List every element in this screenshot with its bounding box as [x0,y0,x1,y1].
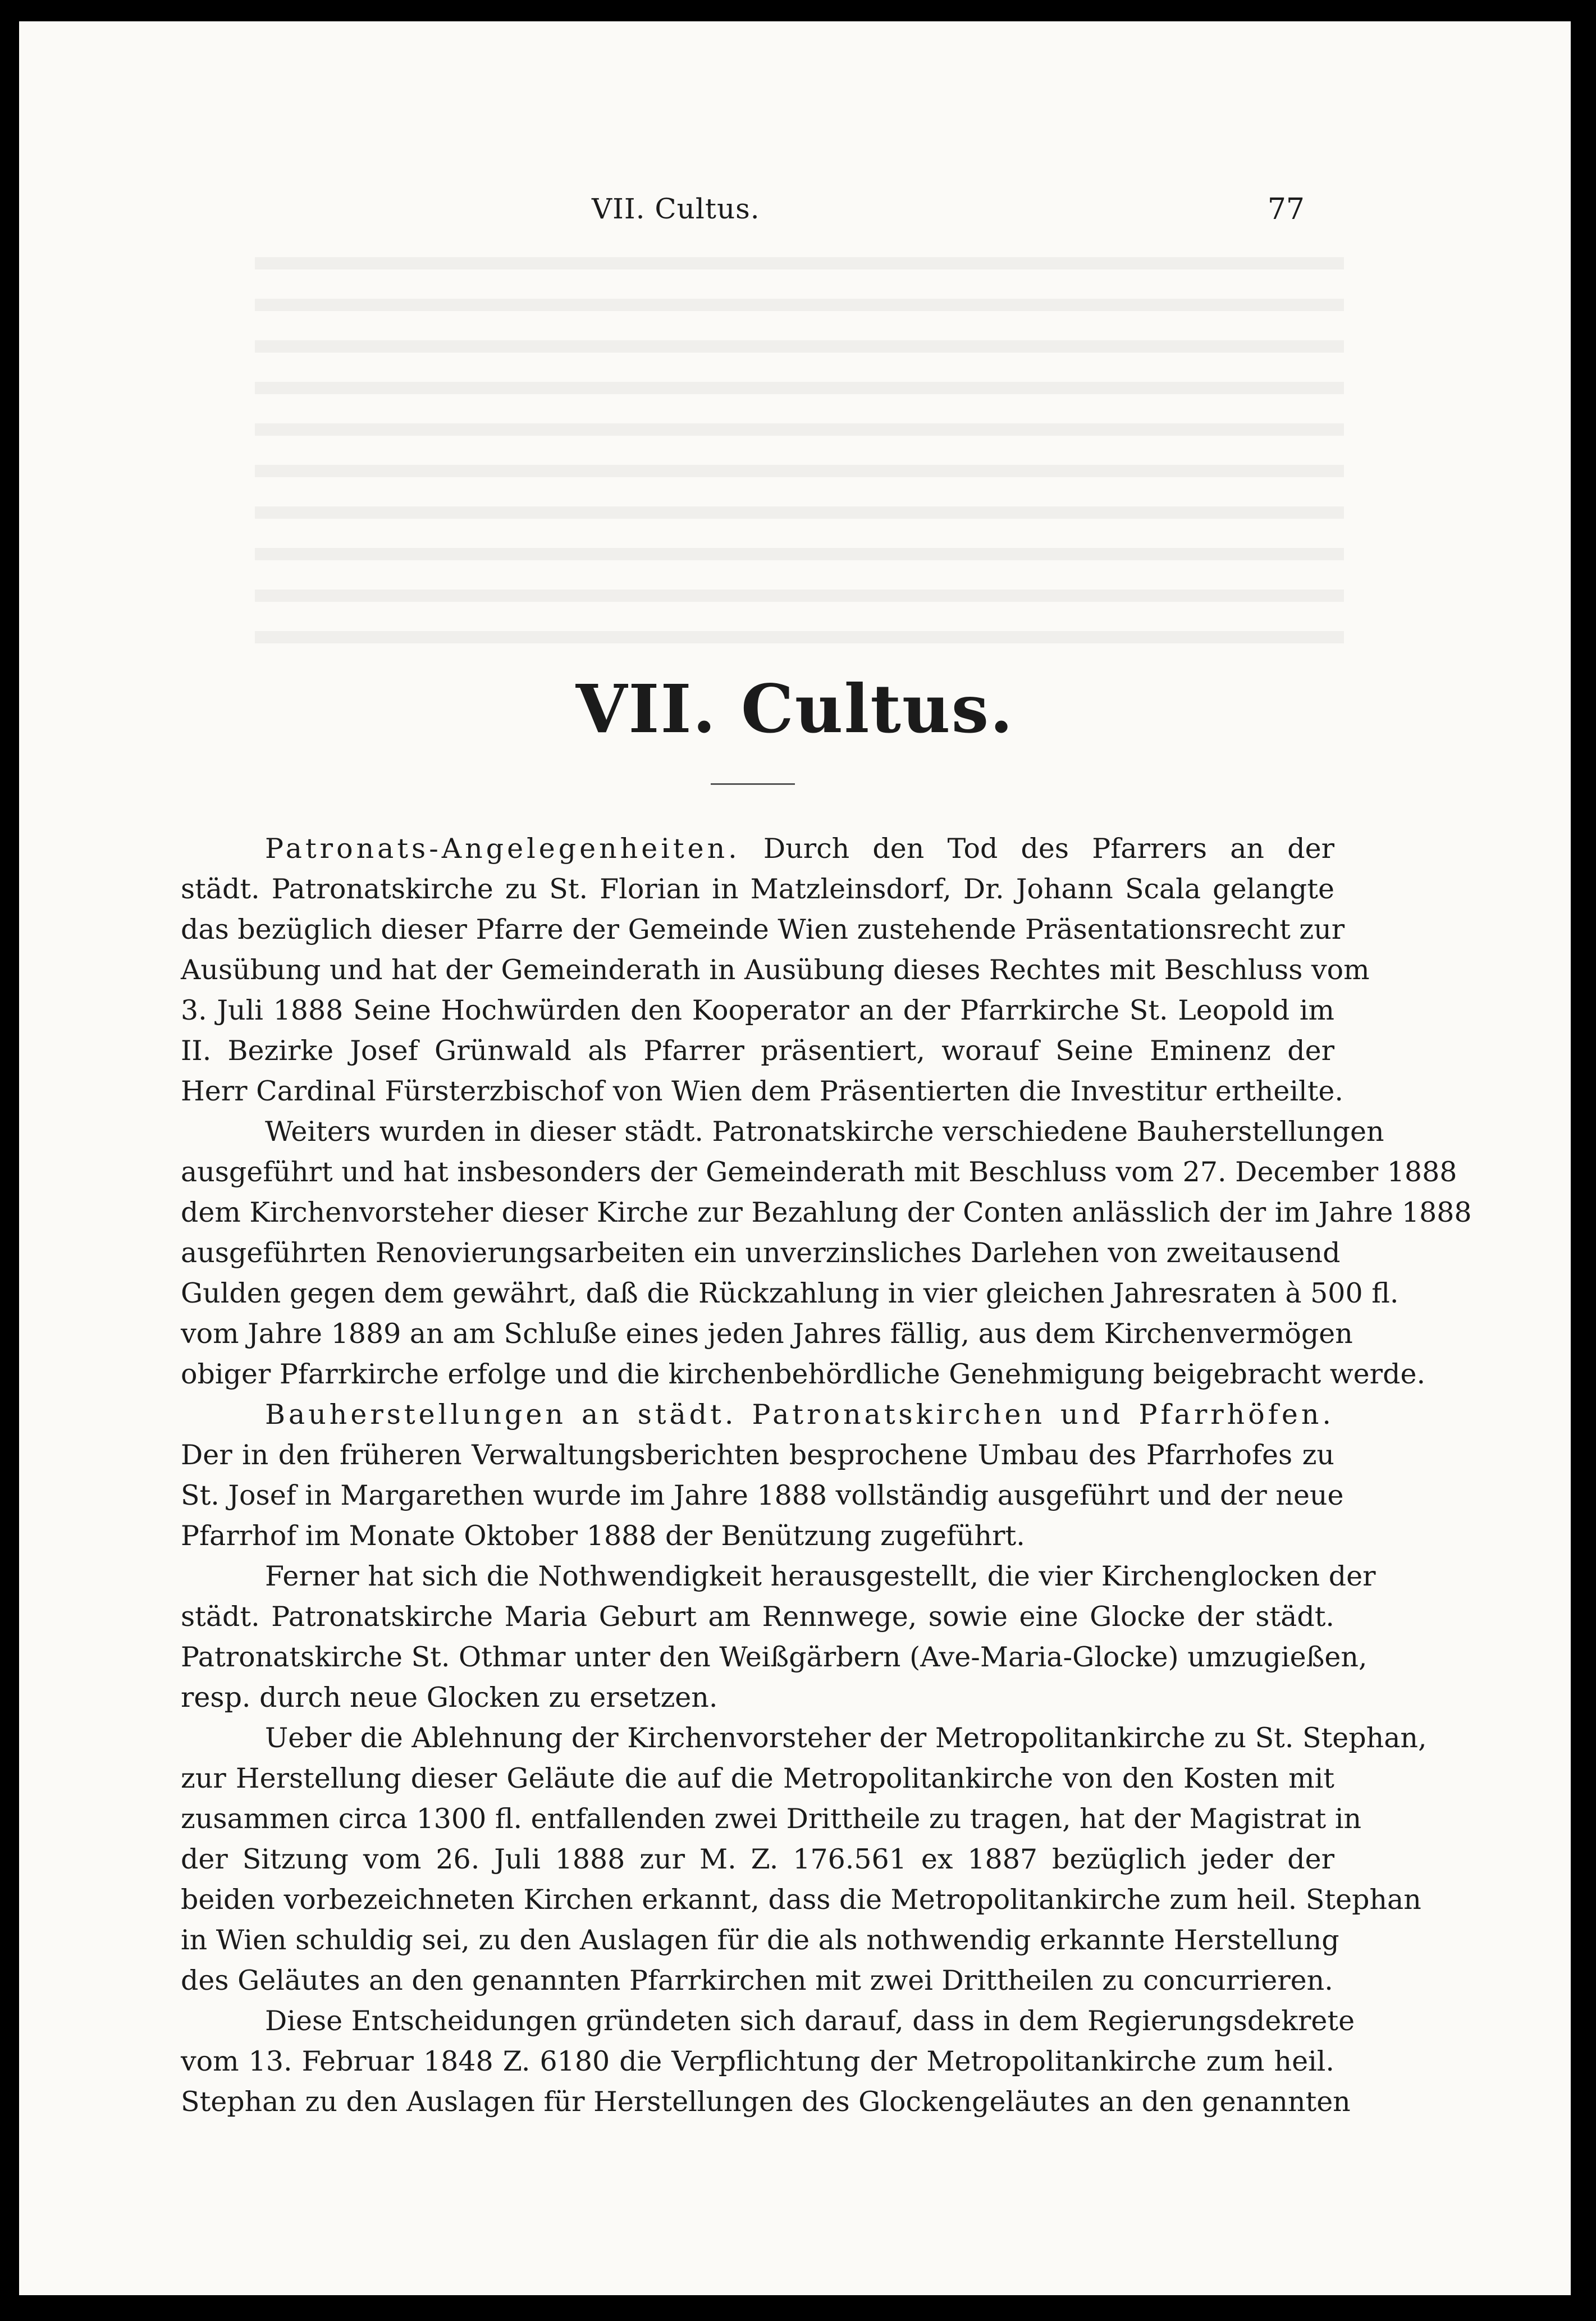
paragraph-diese [181,2001,1355,2122]
running-head: VII. Cultus. [592,193,760,225]
text-line: der Sitzung vom 26. Juli 1888 zur M. Z. 176.561 ex 1887 bezüglich jeder der [181,1843,1334,1875]
text-line: beiden vorbezeichneten Kirchen erkannt, dass die Metropolitankirche zum heil. Stephan [181,1884,1421,1916]
paragraph-ueber [181,1718,1427,2001]
text-line: zusammen circa 1300 fl. entfallenden zwei Drittheile zu tragen, hat der Magistrat in [181,1803,1362,1835]
section-heading: Patronats-Angelegenheiten. [265,833,740,865]
text-line: vom Jahre 1889 an am Schluße eines jeden Jahres fällig, aus dem Kirchenvermögen [181,1318,1353,1350]
paragraph-bauherstellungen [181,1395,1344,1556]
book-page [19,21,1571,2295]
text-line: vom 13. Februar 1848 Z. 6180 die Verpflichtung der Metropolitankirche zum heil. [181,2045,1334,2077]
text-line: zur Herstellung dieser Geläute die auf die Metropolitankirche von den Kosten mit [181,1762,1334,1794]
title-rule [711,783,795,785]
text-line: städt. Patronatskirche zu St. Florian in Matzleinsdorf, Dr. Johann Scala gelangte [181,873,1334,905]
text-line: in Wien schuldig sei, zu den Auslagen für die als nothwendig erkannte Herstellung [181,1924,1339,1956]
text-line [181,829,1334,869]
text-line: städt. Patronatskirche Maria Geburt am Rennwege, sowie eine Glocke der städt. [181,1601,1334,1633]
body-text [181,829,1472,2122]
text-line: Ueber die Ablehnung der Kirchenvorsteher der Metropolitankirche zu St. Stephan, [265,1722,1427,1754]
text-line: dem Kirchenvorsteher dieser Kirche zur Bezahlung der Conten anlässlich der im Jahre 1888 [181,1196,1472,1228]
page-number: 77 [1267,193,1305,226]
text-run: Durch den Tod des Pfarrers an der [740,833,1334,865]
bleed-through-shadow [255,257,1344,661]
text-line: ausgeführten Renovierungsarbeiten ein unverzinsliches Darlehen von zweitausend [181,1237,1341,1269]
text-line: Herr Cardinal Fürsterzbischof von Wien dem Präsentierten die Investitur ertheilte. [181,1075,1343,1107]
paragraph-ferner [181,1556,1376,1718]
text-line [181,1395,1334,1435]
text-line: ausgeführt und hat insbesonders der Gemeinderath mit Beschluss vom 27. December 1888 [181,1156,1457,1188]
text-line: Gulden gegen dem gewährt, daß die Rückzahlung in vier gleichen Jahresraten à 500 fl. [181,1277,1399,1309]
text-line: Der in den früheren Verwaltungsberichten besprochene Umbau des Pfarrhofes zu [181,1439,1334,1471]
text-line: Pfarrhof im Monate Oktober 1888 der Benützung zugeführt. [181,1520,1025,1552]
text-line: II. Bezirke Josef Grünwald als Pfarrer präsentiert, worauf Seine Eminenz der [181,1035,1334,1067]
text-line: Patronatskirche St. Othmar unter den Weißgärbern (Ave-Maria-Glocke) umzugießen, [181,1641,1368,1673]
text-line: Ferner hat sich die Nothwendigkeit herausgestellt, die vier Kirchenglocken der [265,1560,1376,1592]
text-line: obiger Pfarrkirche erfolge und die kirchenbehördliche Genehmigung beigebracht werde. [181,1358,1426,1390]
text-line: Weiters wurden in dieser städt. Patronatskirche verschiedene Bauherstellungen [265,1116,1384,1148]
text-line: 3. Juli 1888 Seine Hochwürden den Kooperator an der Pfarrkirche St. Leopold im [181,994,1334,1026]
section-heading: Bauherstellungen an städt. Patronatskirchen und Pfarrhöfen. [265,1399,1334,1431]
text-line: St. Josef in Margarethen wurde im Jahre 1888 vollständig ausgeführt und der neue [181,1479,1344,1511]
text-line: resp. durch neue Glocken zu ersetzen. [181,1682,718,1714]
paragraph-patronats [181,829,1370,1112]
text-line: Stephan zu den Auslagen für Herstellungen des Glockengeläutes an den genannten [181,2086,1351,2118]
text-line: Ausübung und hat der Gemeinderath in Ausübung dieses Rechtes mit Beschluss vom [181,954,1370,986]
text-line: des Geläutes an den genannten Pfarrkirchen mit zwei Drittheilen zu concurrieren. [181,1964,1333,1996]
paragraph-weiters [181,1112,1472,1395]
text-line: das bezüglich dieser Pfarre der Gemeinde Wien zustehende Präsentationsrecht zur [181,913,1345,945]
chapter-title: VII. Cultus. [575,670,1014,748]
text-line: Diese Entscheidungen gründeten sich darauf, dass in dem Regierungsdekrete [265,2005,1355,2037]
